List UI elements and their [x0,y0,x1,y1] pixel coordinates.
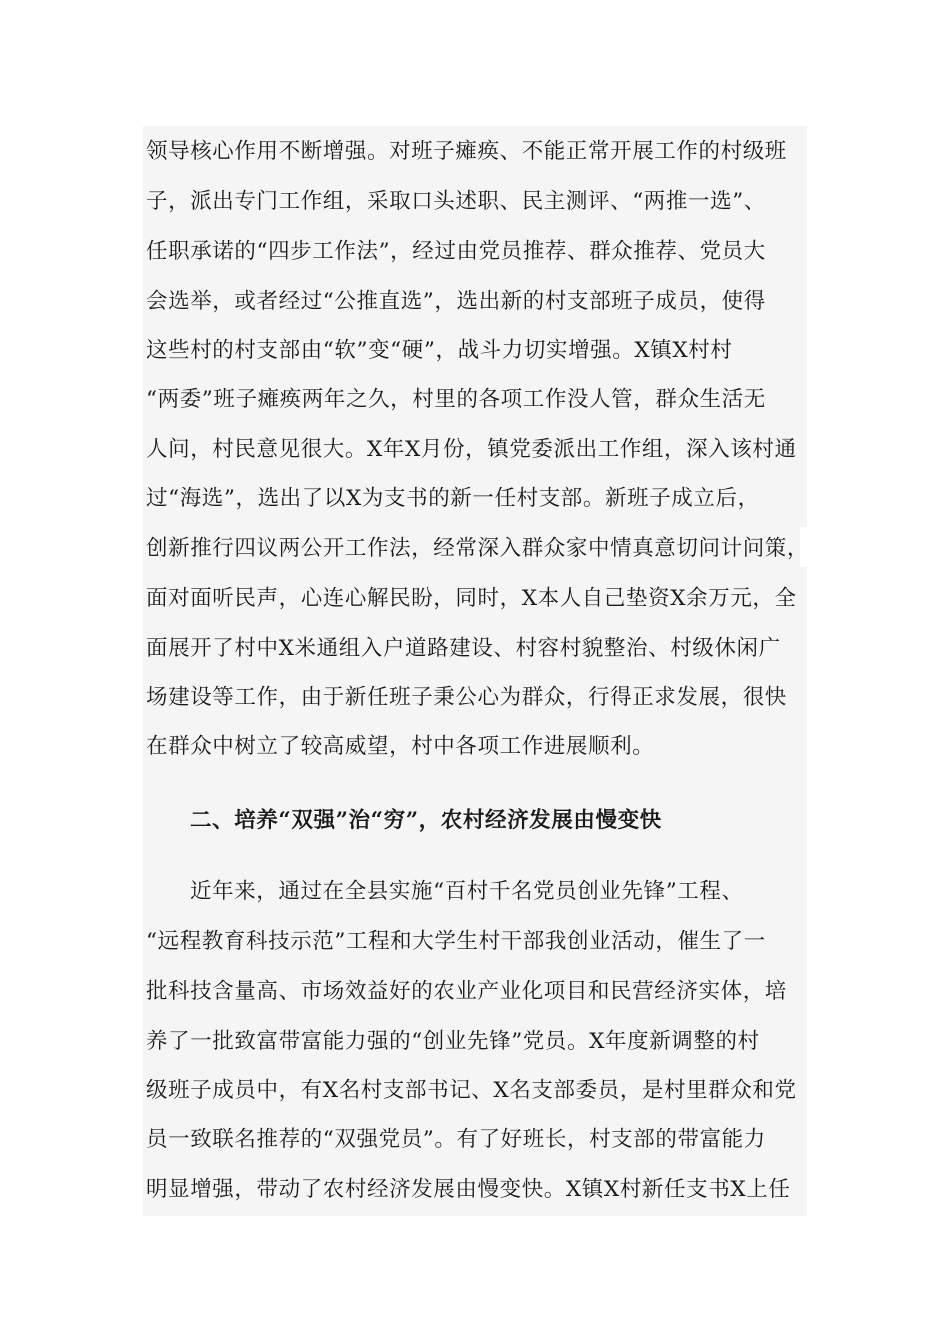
paragraph-line: 批科技含量高、市场效益好的农业产业化项目和民营经济实体，培 [146,979,787,1004]
paragraph-line: 子，派出专门工作组，采取口头述职、民主测评、“两推一选”、 [146,189,766,214]
paragraph-line: 明显增强，带动了农村经济发展由慢变快。X镇X村新任支书X上任 [146,1177,791,1202]
paragraph-line: “两委”班子瘫痪两年之久，村里的各项工作没人管，群众生活无 [146,387,766,412]
paragraph-line: 员一致联名推荐的“双强党员”。有了好班长，村支部的带富能力 [146,1127,766,1152]
paragraph-line: “远程教育科技示范”工程和大学生村干部我创业活动，催生了一 [146,929,766,954]
paragraph-line: 级班子成员中，有X名村支部书记、X名支部委员，是村里群众和党 [146,1078,797,1103]
paragraph-line: 过“海选”，选出了以X为支书的新一任村支部。新班子成立后， [146,486,760,511]
paragraph-line: 面展开了村中X米通组入户道路建设、村容村貌整治、村级休闲广 [146,636,781,661]
paragraph-line: 人问，村民意见很大。X年X月份，镇党委派出工作组，深入该村通 [146,437,797,462]
paragraph-line: 会选举，或者经过“公推直选”，选出新的村支部班子成员，使得 [146,289,766,314]
section-heading: 二、培养“双强”治“穷”，农村经济发展由慢变快 [190,808,662,833]
paragraph-line: 在群众中树立了较高威望，村中各项工作进展顺利。 [146,734,655,759]
paragraph-line: 面对面听民声，心连心解民盼，同时，X本人自己垫资X余万元，全 [146,586,797,611]
paragraph-line: 任职承诺的“四步工作法”，经过由党员推荐、群众推荐、党员大 [146,239,766,264]
paragraph-line: 养了一批致富带富能力强的“创业先锋”党员。X年度新调整的村 [146,1029,760,1054]
paragraph-line: 创新推行四议两公开工作法，经常深入群众家中情真意切问计问策， [146,536,810,561]
paragraph-line: 这些村的村支部由“软”变“硬”，战斗力切实增强。X镇X村村 [146,338,733,363]
paragraph-line: 领导核心作用不断增强。对班子瘫痪、不能正常开展工作的村级班 [146,139,787,164]
paragraph-line: 近年来，通过在全县实施“百村千名党员创业先锋”工程、 [190,879,744,904]
paragraph-line: 场建设等工作，由于新任班子秉公心为群众，行得正求发展，很快 [146,685,787,710]
